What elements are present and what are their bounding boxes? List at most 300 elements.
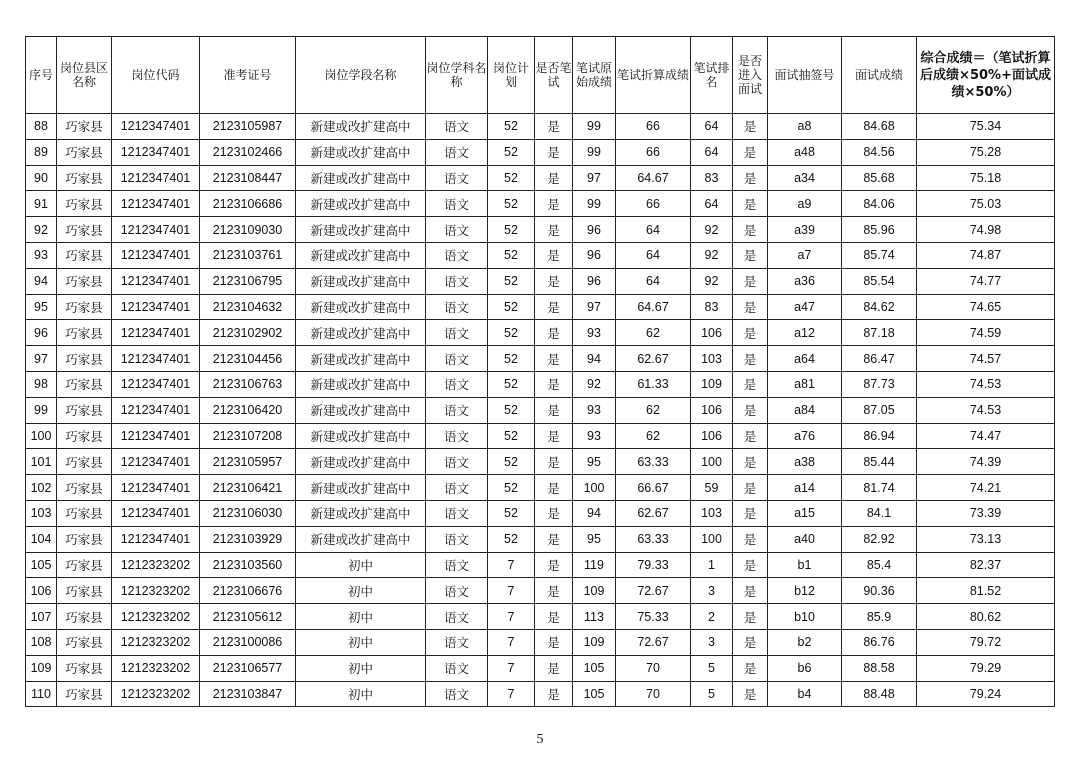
cell-post-code: 1212347401 [112, 191, 200, 217]
table-row [26, 578, 1055, 604]
cell-ticket-number: 2123106577 [200, 655, 296, 681]
cell-interview-score: 86.47 [842, 346, 917, 372]
cell-written-converted-score: 62 [616, 397, 691, 423]
cell-post-plan: 52 [488, 139, 535, 165]
cell-written-rank: 92 [691, 242, 733, 268]
cell-written-rank: 64 [691, 139, 733, 165]
cell-total-score: 82.37 [917, 552, 1055, 578]
cell-written-exam: 是 [535, 346, 573, 372]
cell-serial: 93 [26, 242, 57, 268]
cell-written-exam: 是 [535, 242, 573, 268]
table-row [26, 165, 1055, 191]
cell-written-converted-score: 66 [616, 114, 691, 140]
cell-county: 巧家县 [57, 191, 112, 217]
cell-county: 巧家县 [57, 681, 112, 707]
cell-serial: 105 [26, 552, 57, 578]
cell-written-raw-score: 105 [573, 681, 616, 707]
cell-written-rank: 83 [691, 294, 733, 320]
cell-interview-lot: a47 [768, 294, 842, 320]
cell-written-raw-score: 93 [573, 320, 616, 346]
cell-written-exam: 是 [535, 165, 573, 191]
cell-interview-score: 81.74 [842, 475, 917, 501]
cell-post-plan: 52 [488, 346, 535, 372]
cell-written-rank: 3 [691, 629, 733, 655]
cell-total-score: 80.62 [917, 604, 1055, 630]
cell-serial: 110 [26, 681, 57, 707]
cell-interview-score: 84.1 [842, 500, 917, 526]
cell-county: 巧家县 [57, 629, 112, 655]
table-row [26, 294, 1055, 320]
cell-written-converted-score: 63.33 [616, 449, 691, 475]
cell-post-code: 1212347401 [112, 346, 200, 372]
cell-interview-lot: a9 [768, 191, 842, 217]
cell-interview-entry: 是 [733, 578, 768, 604]
cell-written-rank: 59 [691, 475, 733, 501]
cell-subject: 语文 [426, 423, 488, 449]
cell-school-level: 新建或改扩建高中 [296, 242, 426, 268]
cell-interview-lot: a40 [768, 526, 842, 552]
cell-written-rank: 3 [691, 578, 733, 604]
cell-post-code: 1212347401 [112, 526, 200, 552]
cell-county: 巧家县 [57, 294, 112, 320]
cell-interview-lot: a8 [768, 114, 842, 140]
cell-written-raw-score: 97 [573, 165, 616, 191]
cell-interview-score: 84.06 [842, 191, 917, 217]
cell-ticket-number: 2123102902 [200, 320, 296, 346]
cell-total-score: 74.77 [917, 268, 1055, 294]
cell-written-rank: 92 [691, 217, 733, 243]
cell-written-exam: 是 [535, 449, 573, 475]
cell-post-code: 1212347401 [112, 423, 200, 449]
table-row [26, 320, 1055, 346]
cell-school-level: 新建或改扩建高中 [296, 320, 426, 346]
score-table [25, 36, 1055, 707]
cell-serial: 92 [26, 217, 57, 243]
table-row [26, 268, 1055, 294]
cell-written-rank: 5 [691, 681, 733, 707]
cell-written-exam: 是 [535, 217, 573, 243]
cell-subject: 语文 [426, 346, 488, 372]
cell-school-level: 新建或改扩建高中 [296, 371, 426, 397]
cell-school-level: 新建或改扩建高中 [296, 191, 426, 217]
cell-interview-entry: 是 [733, 294, 768, 320]
cell-interview-score: 85.54 [842, 268, 917, 294]
table-row [26, 346, 1055, 372]
cell-post-plan: 52 [488, 191, 535, 217]
cell-county: 巧家县 [57, 475, 112, 501]
cell-ticket-number: 2123106686 [200, 191, 296, 217]
cell-written-exam: 是 [535, 114, 573, 140]
cell-written-converted-score: 61.33 [616, 371, 691, 397]
cell-written-raw-score: 99 [573, 114, 616, 140]
cell-post-code: 1212323202 [112, 552, 200, 578]
cell-total-score: 75.18 [917, 165, 1055, 191]
cell-serial: 97 [26, 346, 57, 372]
cell-written-rank: 106 [691, 397, 733, 423]
cell-interview-lot: a12 [768, 320, 842, 346]
cell-interview-lot: b12 [768, 578, 842, 604]
cell-county: 巧家县 [57, 217, 112, 243]
table-row [26, 475, 1055, 501]
cell-subject: 语文 [426, 629, 488, 655]
cell-written-exam: 是 [535, 397, 573, 423]
cell-serial: 98 [26, 371, 57, 397]
cell-written-exam: 是 [535, 371, 573, 397]
cell-post-code: 1212347401 [112, 165, 200, 191]
cell-serial: 90 [26, 165, 57, 191]
cell-post-plan: 7 [488, 578, 535, 604]
cell-interview-score: 87.05 [842, 397, 917, 423]
cell-written-raw-score: 93 [573, 397, 616, 423]
cell-written-converted-score: 66.67 [616, 475, 691, 501]
cell-school-level: 新建或改扩建高中 [296, 139, 426, 165]
cell-interview-lot: a7 [768, 242, 842, 268]
cell-ticket-number: 2123104456 [200, 346, 296, 372]
cell-written-rank: 92 [691, 268, 733, 294]
cell-post-code: 1212347401 [112, 449, 200, 475]
cell-subject: 语文 [426, 217, 488, 243]
cell-subject: 语文 [426, 191, 488, 217]
cell-interview-lot: a64 [768, 346, 842, 372]
cell-interview-lot: b6 [768, 655, 842, 681]
page-number: 5 [536, 732, 544, 747]
cell-interview-entry: 是 [733, 165, 768, 191]
cell-subject: 语文 [426, 397, 488, 423]
cell-subject: 语文 [426, 268, 488, 294]
cell-post-code: 1212347401 [112, 139, 200, 165]
cell-post-plan: 52 [488, 114, 535, 140]
cell-written-raw-score: 100 [573, 475, 616, 501]
cell-ticket-number: 2123103761 [200, 242, 296, 268]
cell-total-score: 73.13 [917, 526, 1055, 552]
header-total-score: 综合成绩＝（笔试折算后成绩×50%+面试成绩×50%） [917, 37, 1055, 114]
cell-total-score: 81.52 [917, 578, 1055, 604]
cell-written-rank: 106 [691, 320, 733, 346]
cell-total-score: 79.24 [917, 681, 1055, 707]
cell-school-level: 新建或改扩建高中 [296, 526, 426, 552]
cell-written-converted-score: 64 [616, 242, 691, 268]
cell-written-exam: 是 [535, 604, 573, 630]
cell-interview-lot: a84 [768, 397, 842, 423]
cell-ticket-number: 2123104632 [200, 294, 296, 320]
cell-interview-lot: a39 [768, 217, 842, 243]
cell-subject: 语文 [426, 139, 488, 165]
cell-written-rank: 1 [691, 552, 733, 578]
header-post-plan: 岗位计划 [488, 37, 535, 114]
header-written-raw-score: 笔试原始成绩 [573, 37, 616, 114]
table-row [26, 242, 1055, 268]
cell-written-exam: 是 [535, 139, 573, 165]
cell-serial: 95 [26, 294, 57, 320]
cell-ticket-number: 2123100086 [200, 629, 296, 655]
cell-written-rank: 103 [691, 500, 733, 526]
cell-written-converted-score: 66 [616, 191, 691, 217]
cell-interview-entry: 是 [733, 655, 768, 681]
cell-county: 巧家县 [57, 346, 112, 372]
cell-county: 巧家县 [57, 500, 112, 526]
header-interview-score: 面试成绩 [842, 37, 917, 114]
cell-interview-lot: a36 [768, 268, 842, 294]
cell-interview-lot: a81 [768, 371, 842, 397]
cell-interview-score: 85.74 [842, 242, 917, 268]
cell-written-exam: 是 [535, 578, 573, 604]
header-post-code: 岗位代码 [112, 37, 200, 114]
cell-interview-entry: 是 [733, 475, 768, 501]
cell-interview-score: 86.94 [842, 423, 917, 449]
cell-post-plan: 52 [488, 242, 535, 268]
cell-ticket-number: 2123108447 [200, 165, 296, 191]
cell-post-code: 1212323202 [112, 681, 200, 707]
cell-post-plan: 7 [488, 604, 535, 630]
cell-written-converted-score: 64 [616, 268, 691, 294]
cell-post-plan: 52 [488, 475, 535, 501]
cell-written-exam: 是 [535, 191, 573, 217]
cell-post-plan: 52 [488, 165, 535, 191]
cell-written-converted-score: 70 [616, 655, 691, 681]
cell-subject: 语文 [426, 475, 488, 501]
header-interview-lot: 面试抽签号 [768, 37, 842, 114]
cell-school-level: 初中 [296, 604, 426, 630]
cell-total-score: 74.47 [917, 423, 1055, 449]
cell-county: 巧家县 [57, 552, 112, 578]
cell-interview-lot: a48 [768, 139, 842, 165]
cell-post-plan: 7 [488, 681, 535, 707]
cell-ticket-number: 2123106795 [200, 268, 296, 294]
cell-post-code: 1212347401 [112, 294, 200, 320]
cell-county: 巧家县 [57, 655, 112, 681]
cell-school-level: 初中 [296, 552, 426, 578]
cell-serial: 107 [26, 604, 57, 630]
header-serial: 序号 [26, 37, 57, 114]
cell-interview-entry: 是 [733, 397, 768, 423]
cell-interview-entry: 是 [733, 114, 768, 140]
cell-post-plan: 7 [488, 629, 535, 655]
header-subject: 岗位学科名称 [426, 37, 488, 114]
cell-interview-score: 88.58 [842, 655, 917, 681]
cell-interview-entry: 是 [733, 217, 768, 243]
cell-ticket-number: 2123106030 [200, 500, 296, 526]
cell-interview-entry: 是 [733, 242, 768, 268]
cell-written-converted-score: 66 [616, 139, 691, 165]
cell-school-level: 新建或改扩建高中 [296, 397, 426, 423]
cell-interview-score: 90.36 [842, 578, 917, 604]
cell-interview-score: 85.96 [842, 217, 917, 243]
cell-post-plan: 52 [488, 526, 535, 552]
cell-county: 巧家县 [57, 242, 112, 268]
cell-written-raw-score: 109 [573, 578, 616, 604]
cell-serial: 101 [26, 449, 57, 475]
cell-written-raw-score: 119 [573, 552, 616, 578]
table-row [26, 371, 1055, 397]
cell-written-rank: 100 [691, 449, 733, 475]
table-row [26, 423, 1055, 449]
header-written-exam: 是否笔试 [535, 37, 573, 114]
cell-written-exam: 是 [535, 500, 573, 526]
cell-written-rank: 106 [691, 423, 733, 449]
header-written-rank: 笔试排名 [691, 37, 733, 114]
cell-county: 巧家县 [57, 139, 112, 165]
cell-written-converted-score: 75.33 [616, 604, 691, 630]
cell-interview-entry: 是 [733, 191, 768, 217]
cell-written-converted-score: 62.67 [616, 346, 691, 372]
cell-serial: 102 [26, 475, 57, 501]
cell-post-plan: 52 [488, 268, 535, 294]
cell-interview-entry: 是 [733, 449, 768, 475]
cell-interview-entry: 是 [733, 681, 768, 707]
cell-post-code: 1212347401 [112, 371, 200, 397]
cell-post-plan: 52 [488, 500, 535, 526]
cell-post-code: 1212347401 [112, 114, 200, 140]
cell-serial: 91 [26, 191, 57, 217]
cell-serial: 94 [26, 268, 57, 294]
cell-ticket-number: 2123106421 [200, 475, 296, 501]
cell-interview-score: 87.73 [842, 371, 917, 397]
cell-county: 巧家县 [57, 268, 112, 294]
cell-county: 巧家县 [57, 165, 112, 191]
cell-written-exam: 是 [535, 655, 573, 681]
cell-interview-lot: a76 [768, 423, 842, 449]
cell-serial: 109 [26, 655, 57, 681]
cell-interview-lot: b10 [768, 604, 842, 630]
cell-interview-entry: 是 [733, 371, 768, 397]
table-row [26, 139, 1055, 165]
cell-interview-lot: a34 [768, 165, 842, 191]
cell-serial: 89 [26, 139, 57, 165]
cell-interview-score: 85.9 [842, 604, 917, 630]
cell-written-exam: 是 [535, 320, 573, 346]
cell-written-converted-score: 64 [616, 217, 691, 243]
cell-school-level: 新建或改扩建高中 [296, 294, 426, 320]
cell-written-converted-score: 72.67 [616, 629, 691, 655]
cell-written-converted-score: 63.33 [616, 526, 691, 552]
cell-written-raw-score: 96 [573, 242, 616, 268]
table-row [26, 552, 1055, 578]
cell-ticket-number: 2123103929 [200, 526, 296, 552]
cell-written-exam: 是 [535, 423, 573, 449]
cell-total-score: 74.59 [917, 320, 1055, 346]
cell-interview-entry: 是 [733, 320, 768, 346]
cell-interview-score: 84.56 [842, 139, 917, 165]
cell-interview-lot: a15 [768, 500, 842, 526]
table-row [26, 397, 1055, 423]
cell-school-level: 新建或改扩建高中 [296, 268, 426, 294]
cell-school-level: 初中 [296, 681, 426, 707]
cell-total-score: 75.03 [917, 191, 1055, 217]
cell-serial: 106 [26, 578, 57, 604]
cell-post-code: 1212323202 [112, 604, 200, 630]
cell-interview-score: 86.76 [842, 629, 917, 655]
cell-school-level: 初中 [296, 578, 426, 604]
cell-interview-lot: b1 [768, 552, 842, 578]
cell-school-level: 新建或改扩建高中 [296, 114, 426, 140]
cell-interview-score: 84.62 [842, 294, 917, 320]
cell-serial: 108 [26, 629, 57, 655]
cell-written-raw-score: 109 [573, 629, 616, 655]
cell-interview-entry: 是 [733, 604, 768, 630]
cell-post-plan: 52 [488, 423, 535, 449]
cell-subject: 语文 [426, 242, 488, 268]
cell-written-converted-score: 79.33 [616, 552, 691, 578]
cell-serial: 96 [26, 320, 57, 346]
cell-county: 巧家县 [57, 397, 112, 423]
cell-written-exam: 是 [535, 526, 573, 552]
cell-serial: 104 [26, 526, 57, 552]
cell-total-score: 74.21 [917, 475, 1055, 501]
cell-county: 巧家县 [57, 320, 112, 346]
cell-ticket-number: 2123105612 [200, 604, 296, 630]
cell-total-score: 79.29 [917, 655, 1055, 681]
cell-post-code: 1212347401 [112, 242, 200, 268]
cell-total-score: 74.98 [917, 217, 1055, 243]
cell-written-exam: 是 [535, 552, 573, 578]
cell-written-raw-score: 105 [573, 655, 616, 681]
cell-total-score: 74.57 [917, 346, 1055, 372]
cell-subject: 语文 [426, 449, 488, 475]
cell-interview-entry: 是 [733, 139, 768, 165]
cell-ticket-number: 2123109030 [200, 217, 296, 243]
cell-subject: 语文 [426, 114, 488, 140]
cell-written-rank: 64 [691, 191, 733, 217]
cell-total-score: 74.87 [917, 242, 1055, 268]
cell-subject: 语文 [426, 371, 488, 397]
cell-interview-entry: 是 [733, 500, 768, 526]
cell-post-plan: 52 [488, 371, 535, 397]
cell-written-raw-score: 96 [573, 217, 616, 243]
cell-serial: 99 [26, 397, 57, 423]
cell-interview-lot: b2 [768, 629, 842, 655]
cell-ticket-number: 2123105987 [200, 114, 296, 140]
cell-ticket-number: 2123105957 [200, 449, 296, 475]
cell-post-code: 1212323202 [112, 578, 200, 604]
cell-school-level: 新建或改扩建高中 [296, 165, 426, 191]
cell-interview-score: 85.44 [842, 449, 917, 475]
cell-total-score: 74.65 [917, 294, 1055, 320]
table-row [26, 681, 1055, 707]
cell-county: 巧家县 [57, 578, 112, 604]
cell-post-plan: 7 [488, 552, 535, 578]
cell-written-converted-score: 62.67 [616, 500, 691, 526]
cell-post-code: 1212347401 [112, 500, 200, 526]
cell-interview-score: 88.48 [842, 681, 917, 707]
cell-school-level: 新建或改扩建高中 [296, 346, 426, 372]
cell-written-raw-score: 113 [573, 604, 616, 630]
cell-written-raw-score: 93 [573, 423, 616, 449]
table-row [26, 526, 1055, 552]
cell-school-level: 初中 [296, 629, 426, 655]
cell-interview-score: 85.68 [842, 165, 917, 191]
cell-ticket-number: 2123106763 [200, 371, 296, 397]
cell-post-code: 1212323202 [112, 629, 200, 655]
cell-interview-score: 85.4 [842, 552, 917, 578]
cell-subject: 语文 [426, 578, 488, 604]
cell-subject: 语文 [426, 294, 488, 320]
cell-interview-entry: 是 [733, 423, 768, 449]
cell-written-converted-score: 62 [616, 423, 691, 449]
header-interview-entry: 是否进入面试 [733, 37, 768, 114]
cell-county: 巧家县 [57, 526, 112, 552]
cell-interview-lot: b4 [768, 681, 842, 707]
cell-post-plan: 52 [488, 217, 535, 243]
cell-subject: 语文 [426, 681, 488, 707]
table-row [26, 114, 1055, 140]
cell-post-code: 1212347401 [112, 475, 200, 501]
cell-total-score: 75.28 [917, 139, 1055, 165]
cell-ticket-number: 2123103847 [200, 681, 296, 707]
cell-interview-score: 87.18 [842, 320, 917, 346]
cell-interview-entry: 是 [733, 552, 768, 578]
cell-county: 巧家县 [57, 371, 112, 397]
cell-written-exam: 是 [535, 294, 573, 320]
